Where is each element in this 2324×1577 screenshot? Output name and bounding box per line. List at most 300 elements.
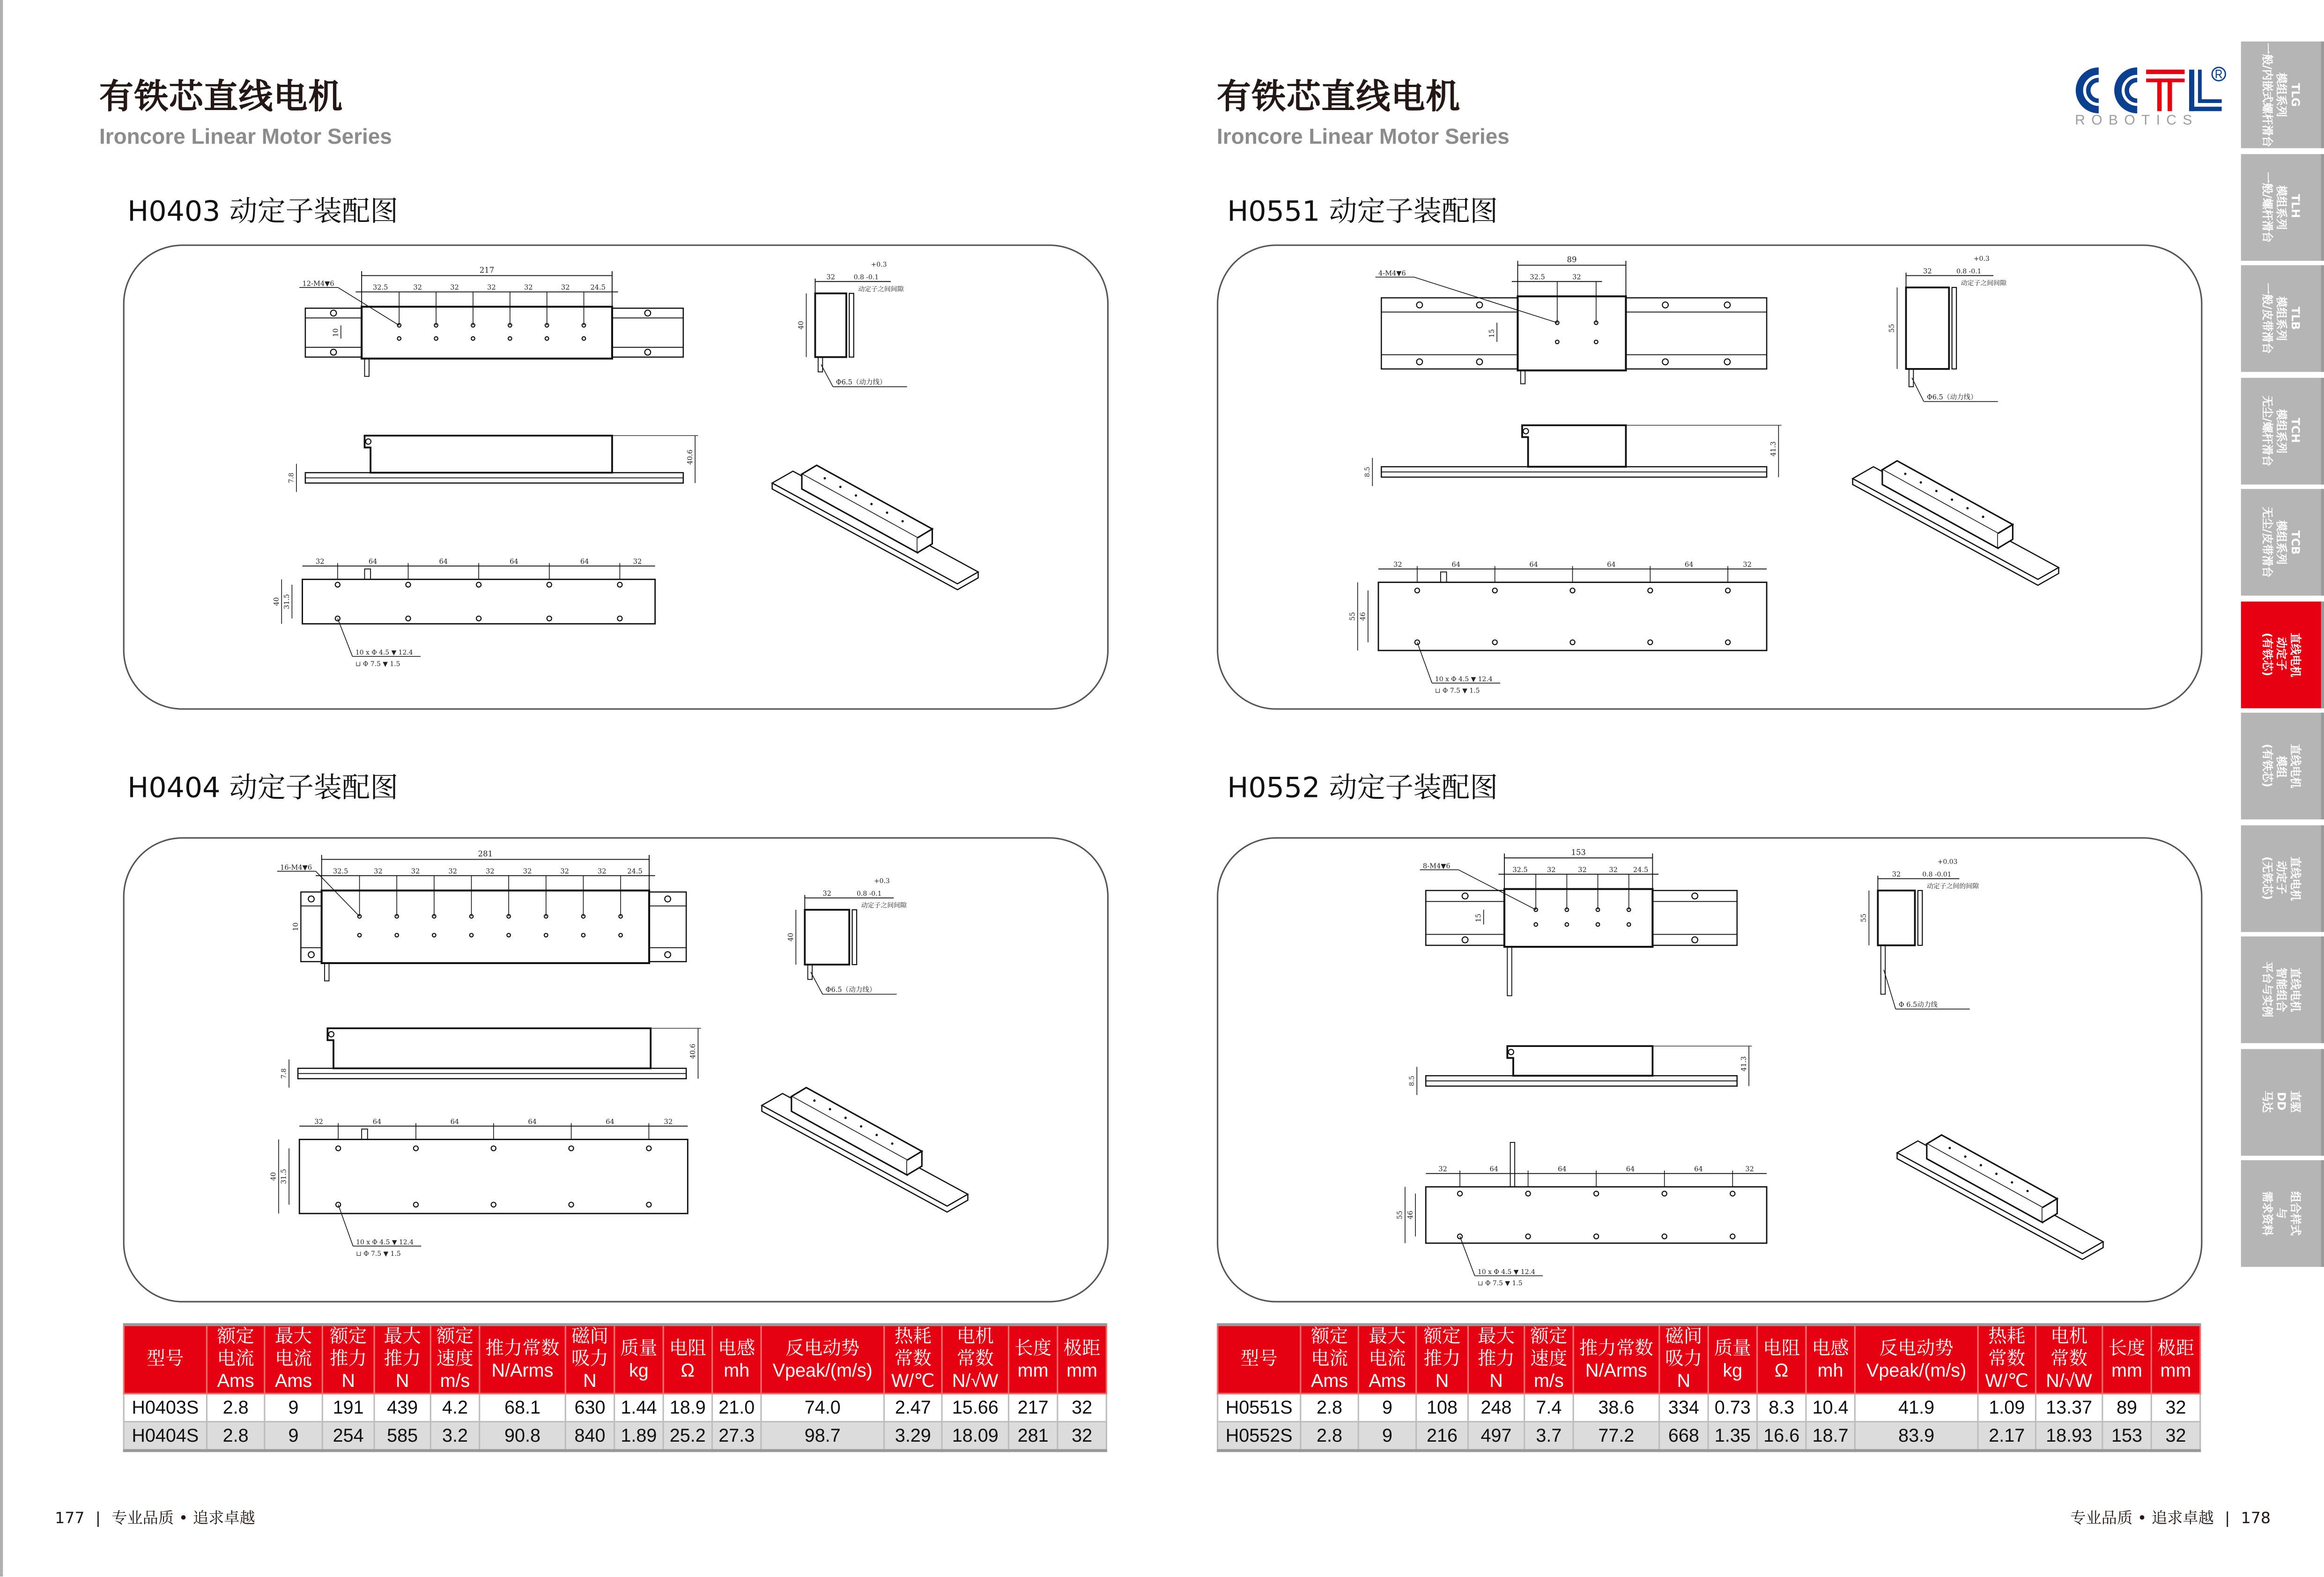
side-tab-label — [2260, 43, 2302, 147]
isometric-hole — [891, 1142, 893, 1145]
side-tab-line: 马达 — [2260, 1091, 2274, 1113]
drawing-line — [1417, 642, 1432, 683]
dimension-hole-span: 31.5 — [283, 594, 291, 609]
mounting-hole — [1477, 359, 1483, 365]
holes-callout: 12-M4▼6 — [302, 280, 334, 288]
side-tab-line: 一般/螺杆滑台 — [2260, 171, 2274, 243]
stator-end-view — [1952, 287, 1956, 369]
side-tab-line: 直驱 — [2288, 1091, 2302, 1113]
column-header: 额定 电流 Ams — [1301, 1325, 1358, 1393]
dimension-hole-span: 31.5 — [280, 1169, 288, 1184]
column-header: 额定 速度 m/s — [430, 1325, 479, 1393]
mounting-hole — [308, 952, 314, 958]
table-cell: 3.7 — [1525, 1422, 1573, 1451]
table-cell: 439 — [374, 1393, 430, 1422]
footer-separator: | — [95, 1510, 101, 1528]
dimension-total-length: 281 — [478, 849, 493, 859]
side-tab-2[interactable] — [2241, 265, 2324, 372]
mounting-hole — [406, 582, 410, 587]
cable-gland — [366, 439, 371, 444]
hole-spec-note: 10 x Φ 4.5 ▼ 12.4 — [356, 1238, 414, 1246]
power-cable — [1441, 572, 1447, 582]
spec-table-left — [123, 1323, 1107, 1452]
stator-bottom-view — [303, 579, 655, 624]
mounting-hole — [1662, 302, 1668, 308]
table-cell: 153 — [2102, 1422, 2151, 1451]
table-header-row — [1218, 1325, 2200, 1393]
power-cable — [1881, 945, 1885, 994]
side-tab-line: 模组系列 — [2274, 520, 2288, 565]
isometric-hole — [829, 1108, 831, 1110]
table-cell: 3.2 — [430, 1422, 479, 1451]
table-cell: H0404S — [124, 1422, 207, 1451]
mounting-hole — [491, 1202, 496, 1207]
power-cable — [1521, 370, 1525, 383]
mounting-hole — [1692, 893, 1698, 899]
table-cell: 16.6 — [1757, 1422, 1806, 1451]
drawing-line — [821, 364, 833, 386]
dimension-hole-pitch: 32 — [450, 283, 459, 292]
mounting-hole — [547, 616, 552, 621]
section-title-h0551: H0551 动定子装配图 — [1227, 195, 1498, 228]
table-cell: H0552S — [1218, 1422, 1301, 1451]
mounting-hole — [414, 1146, 418, 1150]
mover-end-view — [815, 294, 846, 357]
column-header: 额定 推力 N — [1416, 1325, 1468, 1393]
table-cell: 9 — [1358, 1422, 1416, 1451]
table-cell: 1.09 — [1978, 1393, 2035, 1422]
cable-gland — [329, 1032, 334, 1037]
table-cell: 668 — [1659, 1422, 1708, 1451]
table-cell: 98.7 — [761, 1422, 884, 1451]
air-gap-label: 动定子之间的间隙 — [1926, 883, 1979, 891]
mounting-hole — [1526, 1234, 1531, 1239]
side-tab-line: (有铁芯) — [2260, 632, 2274, 676]
dimension-mount-pitch: 64 — [439, 558, 448, 566]
mounting-hole — [1730, 1191, 1735, 1196]
column-header: 最大 推力 N — [1468, 1325, 1524, 1393]
footer-left — [55, 1507, 255, 1529]
table-row — [124, 1393, 1106, 1422]
dimension-mount-pitch: 64 — [1529, 560, 1538, 569]
dimension-height: 40 — [797, 321, 806, 330]
side-tab-label — [2260, 1191, 2302, 1236]
side-tab-line: 直线电机 — [2288, 855, 2302, 900]
mounting-hole — [1662, 1191, 1667, 1196]
dimension-total-height: 40.6 — [689, 1044, 697, 1059]
table-cell: 0.73 — [1708, 1393, 1757, 1422]
stator-end-view — [852, 910, 857, 965]
isometric-hole — [875, 1134, 878, 1136]
mounting-hole — [331, 349, 337, 355]
isometric-hole — [2027, 1190, 2029, 1192]
dimension-hole-pitch: 32.5 — [333, 867, 348, 876]
dimension-mount-pitch: 64 — [1451, 560, 1461, 569]
dimension-hole-pitch: 32 — [597, 867, 607, 876]
mounting-hole — [547, 582, 552, 587]
table-cell: 21.0 — [712, 1393, 761, 1422]
dimension-hole-pitch: 32 — [1547, 866, 1556, 874]
mounting-hole — [1594, 1234, 1599, 1239]
table-cell: 74.0 — [761, 1393, 884, 1422]
assembly-drawing — [125, 839, 1107, 1301]
dimension-rail-width: 55 — [1396, 1210, 1404, 1220]
dimension-rail-width: 55 — [1348, 612, 1357, 621]
mounting-hole — [1462, 893, 1468, 899]
isometric-hole — [839, 486, 842, 488]
mover-side-view — [364, 435, 612, 472]
table-cell: 13.37 — [2035, 1393, 2102, 1422]
side-tab-label — [2260, 855, 2302, 900]
dimension-row-gap: 10 — [292, 922, 300, 931]
table-cell: H0403S — [124, 1393, 207, 1422]
mounting-hole — [569, 1146, 574, 1150]
column-header: 电机 常数 N/√W — [942, 1325, 1008, 1393]
mounting-hole — [336, 1202, 340, 1207]
side-tab-4[interactable] — [2241, 489, 2324, 596]
dimension-rail-height: 7.8 — [280, 1068, 288, 1079]
side-tab-line: 一般/皮带滑台 — [2260, 283, 2274, 354]
isometric-hole — [1951, 499, 1953, 501]
side-tab-line: 模组系列 — [2274, 296, 2288, 341]
counterbore-note: ⊔ Φ 7.5 ▼ 1.5 — [1435, 687, 1480, 695]
mounting-hole — [1648, 588, 1652, 593]
side-tab-line: TCB — [2288, 530, 2302, 555]
side-tab-label — [2260, 744, 2302, 788]
drawing-line — [338, 1205, 353, 1246]
side-tab-line: 模组系列 — [2274, 73, 2288, 117]
dimension-mount-pitch: 64 — [1558, 1165, 1567, 1173]
holes-callout: 8-M4▼6 — [1422, 862, 1451, 870]
table-cell: 4.2 — [430, 1393, 479, 1422]
dimension-hole-pitch: 32.5 — [1512, 866, 1528, 874]
table-cell: 2.8 — [1301, 1422, 1358, 1451]
dimension-hole-span: 46 — [1359, 612, 1367, 621]
column-header: 电感 mh — [1806, 1325, 1855, 1393]
air-gap-label: 动定子之间间隙 — [858, 285, 904, 293]
isometric-hole — [1948, 1147, 1951, 1149]
column-header: 反电动势 Vpeak/(m/s) — [761, 1325, 884, 1393]
air-gap-value: 0.8 -0.01 — [1922, 870, 1952, 878]
power-cable — [364, 359, 369, 376]
table-cell: 1.35 — [1708, 1422, 1757, 1451]
page-edge — [0, 0, 3, 1577]
dimension-hole-pitch: 32 — [523, 867, 532, 876]
mounting-hole — [406, 616, 410, 621]
dimension-mount-pitch: 64 — [528, 1118, 537, 1126]
mounting-hole — [1570, 640, 1575, 645]
side-tab-line: 直线电机 — [2288, 744, 2302, 788]
mounting-hole — [1730, 1234, 1735, 1239]
column-header: 热耗 常数 W/℃ — [1978, 1325, 2035, 1393]
column-header: 额定 电流 Ams — [207, 1325, 264, 1393]
side-tab-3[interactable] — [2241, 377, 2324, 484]
footer-slogan: 专业品质 • 追求卓越 — [2070, 1510, 2214, 1528]
side-tab-line: 平台与实例 — [2260, 962, 2274, 1018]
gap-tolerance: +0.3 — [871, 261, 887, 269]
dimension-hole-pitch: 24.5 — [627, 867, 643, 876]
side-tab-6[interactable] — [2241, 713, 2324, 819]
spec-table-right — [1217, 1323, 2201, 1452]
hole-spec-note: 10 x Φ 4.5 ▼ 12.4 — [1435, 676, 1493, 684]
side-tab-5[interactable] — [2241, 601, 2324, 707]
side-tab-label — [2260, 171, 2302, 242]
side-tab-line: 直线电机 — [2288, 632, 2302, 677]
table-cell: 9 — [265, 1422, 322, 1451]
mounting-hole — [331, 310, 337, 316]
column-header: 极距 mm — [2151, 1325, 2200, 1393]
power-cable — [325, 963, 329, 981]
mover-side-view — [327, 1028, 651, 1068]
air-gap-label: 动定子之间间隙 — [1961, 280, 2006, 287]
dimension-hole-pitch: 24.5 — [1633, 866, 1649, 874]
dimension-total-length: 89 — [1567, 255, 1577, 265]
dimension-total-length: 217 — [479, 265, 495, 275]
isometric-hole — [886, 511, 888, 514]
side-tab-1[interactable] — [2241, 154, 2324, 260]
drawing-panel-h0552 — [1217, 837, 2202, 1303]
side-tab-line: 智能组合 — [2274, 967, 2288, 1012]
table-cell: 3.29 — [884, 1422, 942, 1451]
mounting-hole — [414, 1202, 418, 1207]
mounting-hole — [1594, 1191, 1599, 1196]
column-header: 热耗 常数 W/℃ — [884, 1325, 942, 1393]
mounting-hole — [1725, 640, 1730, 645]
mounting-hole — [1662, 359, 1668, 365]
table-cell: 90.8 — [480, 1422, 566, 1451]
side-tab-line: (无铁芯) — [2260, 856, 2274, 900]
mounting-hole — [1570, 588, 1575, 593]
dimension-mount-pitch: 64 — [372, 1118, 382, 1126]
holes-callout: 4-M4▼6 — [1378, 269, 1406, 278]
dimension-total-length: 153 — [1571, 847, 1586, 857]
dimension-rail-width: 40 — [272, 597, 281, 606]
drawing-panel-h0403 — [123, 244, 1109, 710]
drawing-line — [811, 972, 822, 994]
table-cell: 7.4 — [1525, 1393, 1573, 1422]
table-cell: 18.7 — [1806, 1422, 1855, 1451]
dimension-height: 55 — [1888, 324, 1896, 333]
table-cell: 630 — [565, 1393, 614, 1422]
isometric-hole — [1964, 1156, 1967, 1158]
counterbore-note: ⊔ Φ 7.5 ▼ 1.5 — [355, 660, 400, 668]
mover-top-view — [322, 891, 649, 963]
table-cell: 1.44 — [614, 1393, 663, 1422]
mounting-hole — [1526, 1191, 1531, 1196]
table-cell: 497 — [1468, 1422, 1524, 1451]
mounting-hole — [476, 582, 481, 587]
table-cell: 108 — [1416, 1393, 1468, 1422]
table-cell: 32 — [1058, 1393, 1106, 1422]
page-number-left: 177 — [55, 1510, 85, 1528]
mounting-hole — [1493, 588, 1497, 593]
mounting-hole — [1415, 588, 1420, 593]
dimension-height: 40 — [787, 933, 795, 942]
dimension-height: 55 — [1860, 914, 1868, 922]
gap-tolerance: +0.3 — [873, 877, 890, 885]
table-cell: 8.3 — [1757, 1393, 1806, 1422]
side-tab-line: TLG — [2288, 83, 2302, 107]
mover-end-view — [805, 910, 849, 965]
isometric-hole — [2011, 1181, 2013, 1184]
isometric-hole — [1966, 507, 1969, 509]
dimension-mount-pitch: 64 — [1607, 560, 1616, 569]
dimension-mount-pitch: 64 — [450, 1118, 459, 1126]
table-cell: 32 — [2151, 1393, 2200, 1422]
mounting-hole — [476, 616, 481, 621]
mounting-hole — [308, 896, 314, 902]
assembly-drawing — [1218, 246, 2201, 708]
dimension-mount-pitch: 32 — [1745, 1165, 1754, 1173]
table-cell: 15.66 — [942, 1393, 1008, 1422]
hole-spec-note: 10 x Φ 4.5 ▼ 12.4 — [355, 649, 413, 657]
footer-slogan: 专业品质 • 追求卓越 — [111, 1510, 255, 1528]
side-tab-line: 直线电机 — [2288, 967, 2302, 1012]
dimension-mount-pitch: 32 — [633, 558, 642, 566]
air-gap-value: 0.8 -0.1 — [1956, 267, 1982, 275]
section-title-h0403: H0403 动定子装配图 — [127, 195, 399, 228]
side-tab-label — [2260, 962, 2302, 1018]
holes-callout: 16-M4▼6 — [280, 863, 312, 872]
table-cell: 27.3 — [712, 1422, 761, 1451]
mover-side-view — [1522, 425, 1626, 467]
dimension-mount-pitch: 64 — [580, 558, 589, 566]
side-tab-line: 无尘/螺杆滑台 — [2260, 395, 2274, 466]
mounting-hole — [617, 616, 622, 621]
dimension-hole-pitch: 32 — [486, 867, 495, 876]
side-tab-9[interactable] — [2241, 1048, 2324, 1155]
dimension-hole-pitch: 32 — [448, 867, 457, 876]
air-gap-label: 动定子之间间隙 — [861, 902, 907, 910]
column-header: 质量 kg — [1708, 1325, 1757, 1393]
mounting-hole — [645, 310, 651, 316]
dimension-hole-span: 46 — [1406, 1210, 1414, 1220]
side-tab-line: 动定子 — [2274, 637, 2288, 671]
mounting-hole — [1417, 359, 1423, 365]
side-tab-line: TLB — [2288, 307, 2302, 331]
power-cable-label: Φ6.5（动力线） — [836, 378, 887, 387]
dimension-mover-width: 32 — [1892, 870, 1901, 878]
side-tab-label — [2260, 632, 2302, 677]
side-tab-nav — [2241, 42, 2324, 1272]
mounting-hole — [335, 616, 340, 621]
dimension-hole-pitch: 32 — [487, 283, 496, 292]
dimension-mount-pitch: 64 — [510, 558, 518, 566]
table-cell: 2.47 — [884, 1393, 942, 1422]
mounting-hole — [1724, 302, 1731, 308]
table-cell: 2.8 — [207, 1422, 264, 1451]
cable-gland — [1509, 1049, 1514, 1054]
dimension-mount-pitch: 64 — [1626, 1165, 1635, 1173]
table-cell: 18.93 — [2035, 1422, 2102, 1451]
dimension-row-gap: 15 — [1488, 329, 1496, 338]
page-title-cn-left: 有铁芯直线电机 — [99, 78, 343, 117]
dimension-mover-width: 32 — [1923, 267, 1932, 275]
side-tab-line: 动定子 — [2274, 861, 2288, 895]
column-header: 磁间 吸力 N — [1659, 1325, 1708, 1393]
isometric-hole — [844, 1117, 847, 1119]
dimension-mount-pitch: 64 — [1694, 1165, 1703, 1173]
side-tab-line: DD — [2274, 1092, 2288, 1111]
isometric-hole — [902, 520, 904, 523]
dimension-row-gap: 10 — [332, 328, 340, 337]
table-cell: 281 — [1008, 1422, 1057, 1451]
mounting-hole — [665, 952, 671, 958]
page-title-cn-right: 有铁芯直线电机 — [1217, 78, 1461, 117]
column-header: 额定 推力 N — [322, 1325, 374, 1393]
dimension-hole-pitch: 24.5 — [590, 283, 606, 292]
mounting-hole — [336, 1146, 340, 1150]
dimension-hole-pitch: 32 — [374, 867, 383, 876]
dimension-hole-pitch: 32.5 — [372, 283, 388, 292]
side-tab-0[interactable] — [2241, 42, 2324, 148]
table-cell: 83.9 — [1855, 1422, 1978, 1451]
isometric-hole — [860, 1125, 862, 1127]
column-header: 型号 — [1218, 1325, 1301, 1393]
mover-end-view — [1906, 287, 1949, 369]
dimension-rail-height: 8.5 — [1408, 1076, 1416, 1086]
dimension-total-height: 41.3 — [1739, 1056, 1748, 1072]
column-header: 最大 电流 Ams — [1358, 1325, 1416, 1393]
column-header: 电阻 Ω — [1757, 1325, 1806, 1393]
column-header: 最大 电流 Ams — [265, 1325, 322, 1393]
side-tab-label — [2260, 1091, 2302, 1113]
table-cell: H0551S — [1218, 1393, 1301, 1422]
drawing-panel-h0404 — [123, 837, 1109, 1303]
side-tab-label — [2260, 283, 2302, 354]
section-title-h0404: H0404 动定子装配图 — [127, 772, 399, 805]
dimension-hole-pitch: 32 — [1578, 866, 1587, 874]
mover-top-view — [1517, 296, 1626, 370]
table-row — [1218, 1393, 2200, 1422]
column-header: 最大 推力 N — [374, 1325, 430, 1393]
mounting-hole — [617, 582, 622, 587]
column-header: 型号 — [124, 1325, 207, 1393]
side-tab-7[interactable] — [2241, 825, 2324, 931]
power-cable-label: Φ6.5（动力线） — [1926, 393, 1977, 401]
column-header: 长度 mm — [1008, 1325, 1057, 1393]
mounting-hole — [491, 1146, 496, 1150]
dimension-mover-width: 32 — [826, 273, 835, 281]
mounting-hole — [335, 582, 340, 587]
side-tab-line: 模组系列 — [2274, 408, 2288, 453]
table-cell: 334 — [1659, 1393, 1708, 1422]
table-cell: 18.09 — [942, 1422, 1008, 1451]
dimension-rail-height: 8.5 — [1363, 466, 1371, 477]
side-tab-line: 一般/内嵌式螺杆滑台 — [2260, 43, 2274, 147]
dimension-hole-pitch: 32 — [524, 283, 533, 292]
side-tab-line: 无尘/皮带滑台 — [2260, 507, 2274, 578]
power-cable — [1507, 947, 1511, 995]
air-gap-value: 0.8 -0.1 — [857, 890, 882, 898]
side-tab-10[interactable] — [2241, 1160, 2324, 1267]
power-cable-label: Φ 6.5动力线 — [1898, 1001, 1938, 1009]
stator-end-view — [849, 294, 853, 357]
column-header: 推力常数 N/Arms — [1573, 1325, 1659, 1393]
assembly-drawing — [1218, 839, 2201, 1301]
dimension-hole-pitch: 32.5 — [1530, 273, 1545, 281]
mounting-hole — [1662, 1234, 1667, 1239]
dimension-mount-pitch: 64 — [1489, 1165, 1499, 1173]
isometric-hole — [1920, 481, 1922, 484]
table-cell: 585 — [374, 1422, 430, 1451]
mounting-hole — [646, 1146, 651, 1150]
side-tab-8[interactable] — [2241, 936, 2324, 1043]
column-header: 反电动势 Vpeak/(m/s) — [1855, 1325, 1978, 1393]
table-cell: 25.2 — [663, 1422, 712, 1451]
side-tab-line: (有铁芯) — [2260, 744, 2274, 788]
isometric-hole — [813, 1099, 815, 1102]
